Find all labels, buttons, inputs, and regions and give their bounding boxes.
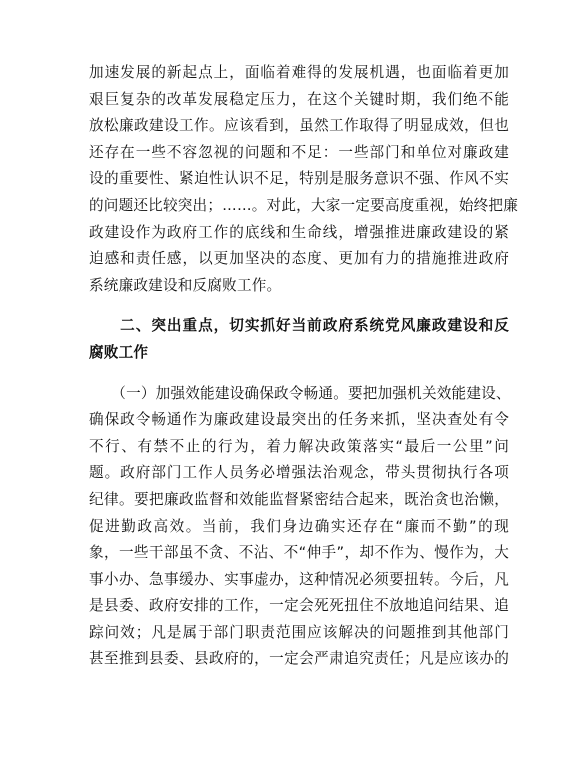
text-line: 的问题还比较突出；……。对此，大家一定要高度重视，始终把廉 bbox=[89, 196, 519, 214]
text-line: 加速发展的新起点上，面临着难得的发展机遇，也面临着更加 bbox=[89, 64, 509, 81]
heading-text: 腐败工作 bbox=[89, 343, 149, 361]
text-line: 艰巨复杂的改革发展稳定压力，在这个关键时期，我们绝不能 bbox=[89, 90, 509, 108]
text-line: 题。政府部门工作人员务必增强法治观念，带头贯彻执行各项 bbox=[89, 464, 509, 482]
text-line: 迫感和责任感，以更加坚决的态度、更加有力的措施推进政府 bbox=[89, 250, 509, 268]
text-line: 踪问效；凡是属于部门职责范围应该解决的问题推到其他部门 bbox=[89, 623, 509, 641]
text-line: 促进勤政高效。当前，我们身边确实还存在“廉而不勤”的现 bbox=[89, 517, 509, 535]
text-line: 象，一些干部虽不贪、不沾、不“伸手”，却不作为、慢作为，大 bbox=[89, 544, 509, 562]
paragraph-spacer bbox=[89, 367, 509, 381]
section-heading bbox=[89, 313, 509, 366]
document-body bbox=[89, 60, 519, 673]
text-line: 系统廉政建设和反腐败工作。 bbox=[89, 276, 282, 294]
text-line: 确保政令畅通作为廉政建设最突出的任务来抓，坚决查处有令 bbox=[89, 411, 509, 429]
paragraph-1 bbox=[89, 60, 519, 299]
text-line: （一）加强效能建设确保政令畅通。要把加强机关效能建设、 bbox=[89, 384, 511, 402]
text-line: 纪律。要把廉政监督和效能监督紧密结合起来，既治贪也治懒， bbox=[89, 490, 509, 508]
text-line: 还存在一些不容忽视的问题和不足：一些部门和单位对廉政建 bbox=[89, 143, 509, 161]
text-line: 放松廉政建设工作。应该看到，虽然工作取得了明显成效，但也 bbox=[89, 117, 509, 135]
text-line: 政建设作为政府工作的底线和生命线，增强推进廉政建设的紧 bbox=[89, 223, 509, 241]
text-line: 甚至推到县委、县政府的，一定会严肃追究责任；凡是应该办的 bbox=[89, 650, 509, 668]
paragraph-2 bbox=[89, 381, 509, 674]
heading-line bbox=[89, 313, 509, 340]
paragraph-spacer bbox=[89, 299, 509, 313]
heading-text: 二、突出重点，切实抓好当前政府系统党风廉政建设和反 bbox=[89, 317, 509, 335]
text-line: 不行、有禁不止的行为，着力解决政策落实“最后一公里”问 bbox=[89, 437, 509, 455]
text-line: 事小办、急事缓办、实事虚办，这种情况必须要扭转。今后，凡 bbox=[89, 570, 509, 588]
text-line: 设的重要性、紧迫性认识不足，特别是服务意识不强、作风不实 bbox=[89, 170, 509, 188]
text-line: 是县委、政府安排的工作，一定会死死扭住不放地追问结果、追 bbox=[89, 597, 509, 615]
heading-line bbox=[89, 340, 509, 367]
